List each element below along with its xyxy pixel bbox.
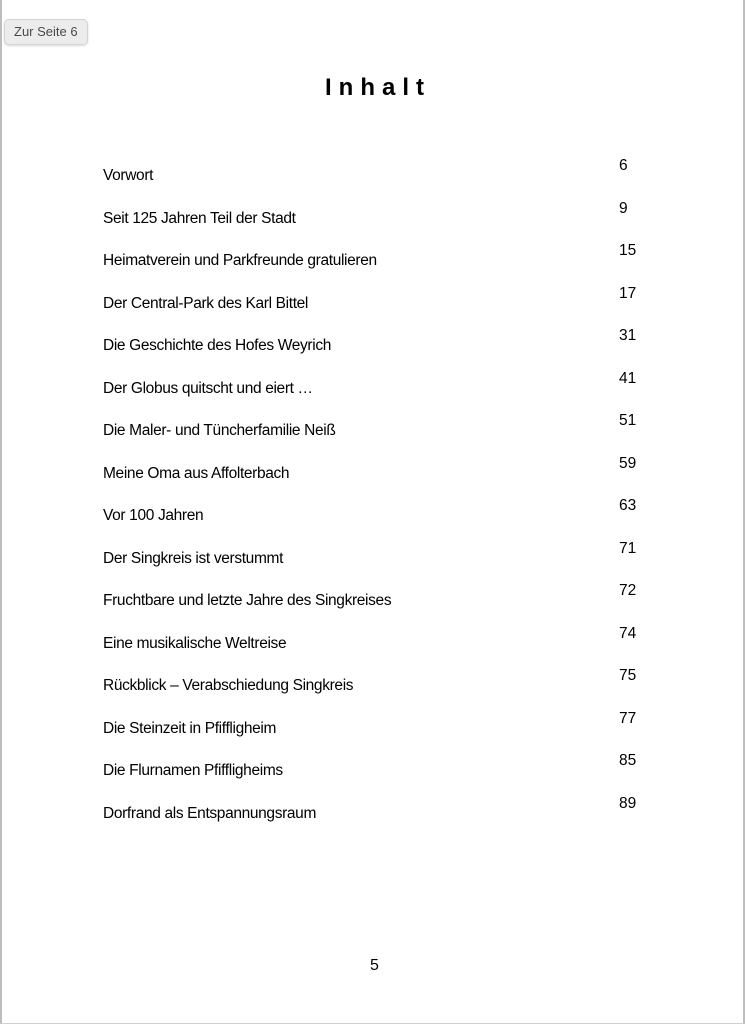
toc-entry[interactable]: [2, 666, 745, 696]
toc-entry-page: 41: [619, 369, 637, 387]
toc-entry-title: Der Globus quitscht und eiert …: [103, 379, 313, 397]
toc-entry-page: 9: [619, 199, 628, 217]
toc-entry-page: 17: [619, 284, 637, 302]
toc-entry[interactable]: [2, 539, 745, 569]
toc-entry-title: Heimatverein und Parkfreunde gratulieren: [103, 252, 377, 269]
table-of-contents: [2, 0, 745, 1024]
toc-entry[interactable]: [2, 624, 745, 654]
toc-entry-title: Eine musikalische Weltreise: [103, 634, 287, 652]
toc-entry-title: Die Flurnamen Pfiffligheims: [103, 762, 283, 779]
toc-entry[interactable]: [2, 581, 745, 611]
toc-entry-title: Die Maler- und Tüncherfamilie Neiß: [103, 422, 336, 439]
toc-entry-title: Rückblick – Verabschiedung Singkreis: [103, 677, 354, 694]
toc-entry-page: 6: [619, 157, 628, 174]
toc-entry-page: 15: [619, 242, 637, 259]
toc-entry-title: Der Singkreis ist verstummt: [103, 549, 284, 567]
toc-entry-title: Die Geschichte des Hofes Weyrich: [103, 337, 331, 354]
toc-entry-page: 75: [619, 667, 637, 684]
toc-entry-title: Seit 125 Jahren Teil der Stadt: [103, 209, 296, 227]
goto-page-button[interactable]: Zur Seite 6: [4, 19, 88, 45]
toc-entry-title: Dorfrand als Entspannungsraum: [103, 804, 317, 822]
toc-entry-title: Fruchtbare und letzte Jahre des Singkreises: [103, 592, 392, 609]
toc-entry-title: Vor 100 Jahren: [103, 507, 204, 524]
toc-entry[interactable]: [2, 496, 745, 526]
toc-entry[interactable]: [2, 241, 745, 271]
toc-entry[interactable]: [2, 369, 745, 399]
toc-entry-page: 63: [619, 497, 637, 514]
toc-entry-page: 72: [619, 582, 637, 599]
toc-entry-page: 31: [619, 327, 637, 344]
page-title: Inhalt: [325, 74, 431, 101]
toc-entry-page: 85: [619, 752, 637, 769]
toc-entry-page: 74: [619, 624, 637, 642]
toc-entry[interactable]: [2, 751, 745, 781]
toc-entry-page: 51: [619, 412, 637, 429]
toc-entry[interactable]: [2, 326, 745, 356]
toc-entry[interactable]: [2, 199, 745, 229]
toc-entry[interactable]: [2, 794, 745, 824]
toc-entry-title: Die Steinzeit in Pfiffligheim: [103, 719, 277, 737]
toc-entry-page: 71: [619, 539, 637, 557]
toc-entry[interactable]: [2, 156, 745, 186]
toc-entry-page: 59: [619, 454, 637, 472]
toc-entry[interactable]: [2, 284, 745, 314]
toc-entry-page: 77: [619, 709, 637, 727]
toc-entry-page: 89: [619, 794, 637, 812]
toc-entry-title: Vorwort: [103, 167, 154, 184]
page-number: 5: [370, 957, 379, 974]
toc-entry-title: Meine Oma aus Affolterbach: [103, 464, 290, 482]
toc-entry[interactable]: [2, 709, 745, 739]
toc-entry[interactable]: [2, 454, 745, 484]
toc-entry[interactable]: [2, 411, 745, 441]
toc-entry-title: Der Central-Park des Karl Bittel: [103, 294, 309, 312]
